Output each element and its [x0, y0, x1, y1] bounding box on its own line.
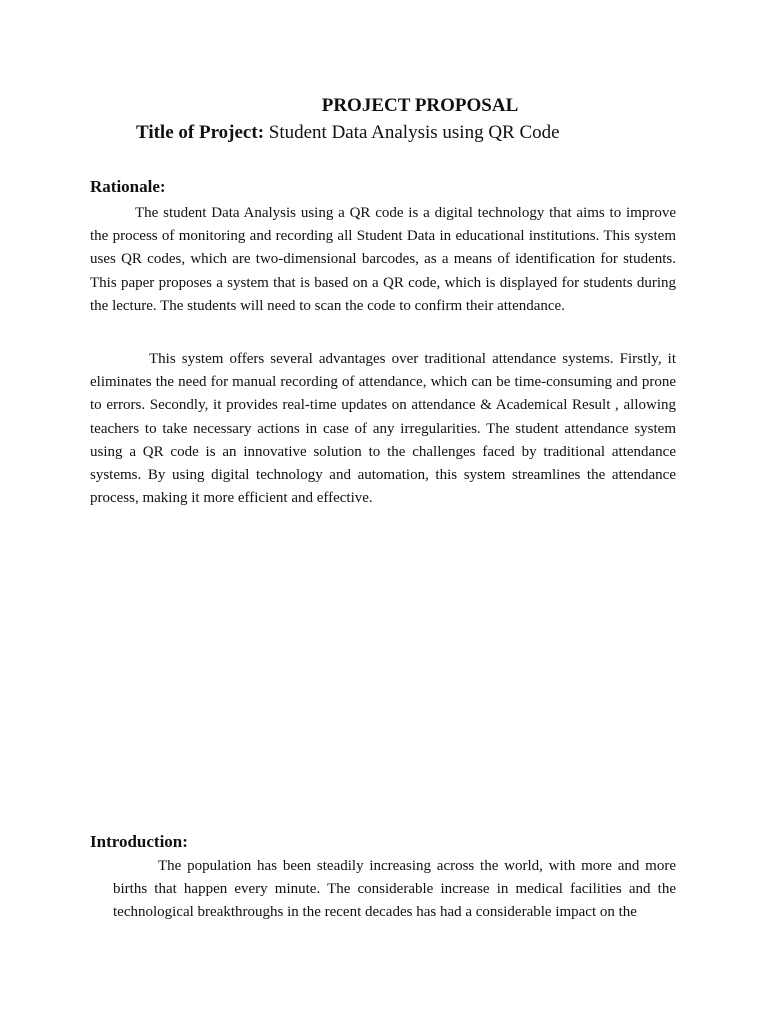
project-title-label: Title of Project:: [136, 122, 265, 143]
project-title-line: [136, 120, 560, 146]
rationale-paragraph-2: This system offers several advantages over traditional attendance systems. Firstly, it eliminates the need for manual recording of attendance, which can be time-consuming and prone to errors. Secondly, it provides real-time updates on attendance & Academical Result , allowing teachers to take necessary actions in case of any irregularities. The student attendance system using a QR code is an innovative solution to the challenges faced by traditional attendance systems. By using digital technology and automation, this system streamlines the attendance process, making it more efficient and effective.: [90, 351, 676, 507]
rationale-heading: Rationale:: [90, 177, 166, 196]
introduction-paragraph-1: The population has been steadily increasing across the world, with more and more births that happen every minute. The considerable increase in medical facilities and the technological breakthroughs in the recent decades has had a considerable impact on the: [113, 858, 676, 921]
rationale-paragraph-1: The student Data Analysis using a QR code is a digital technology that aims to improve the process of monitoring and recording all Student Data in educational institutions. This system uses QR codes, which are two-dimensional barcodes, as a means of identification for students. This paper proposes a system that is based on a QR code, which is displayed for students during the lecture. The students will need to scan the code to confirm their attendance.: [90, 205, 676, 314]
introduction-heading: Introduction:: [90, 832, 188, 851]
document-title: PROJECT PROPOSAL: [321, 95, 519, 116]
project-title-value: Student Data Analysis using QR Code: [268, 122, 560, 143]
